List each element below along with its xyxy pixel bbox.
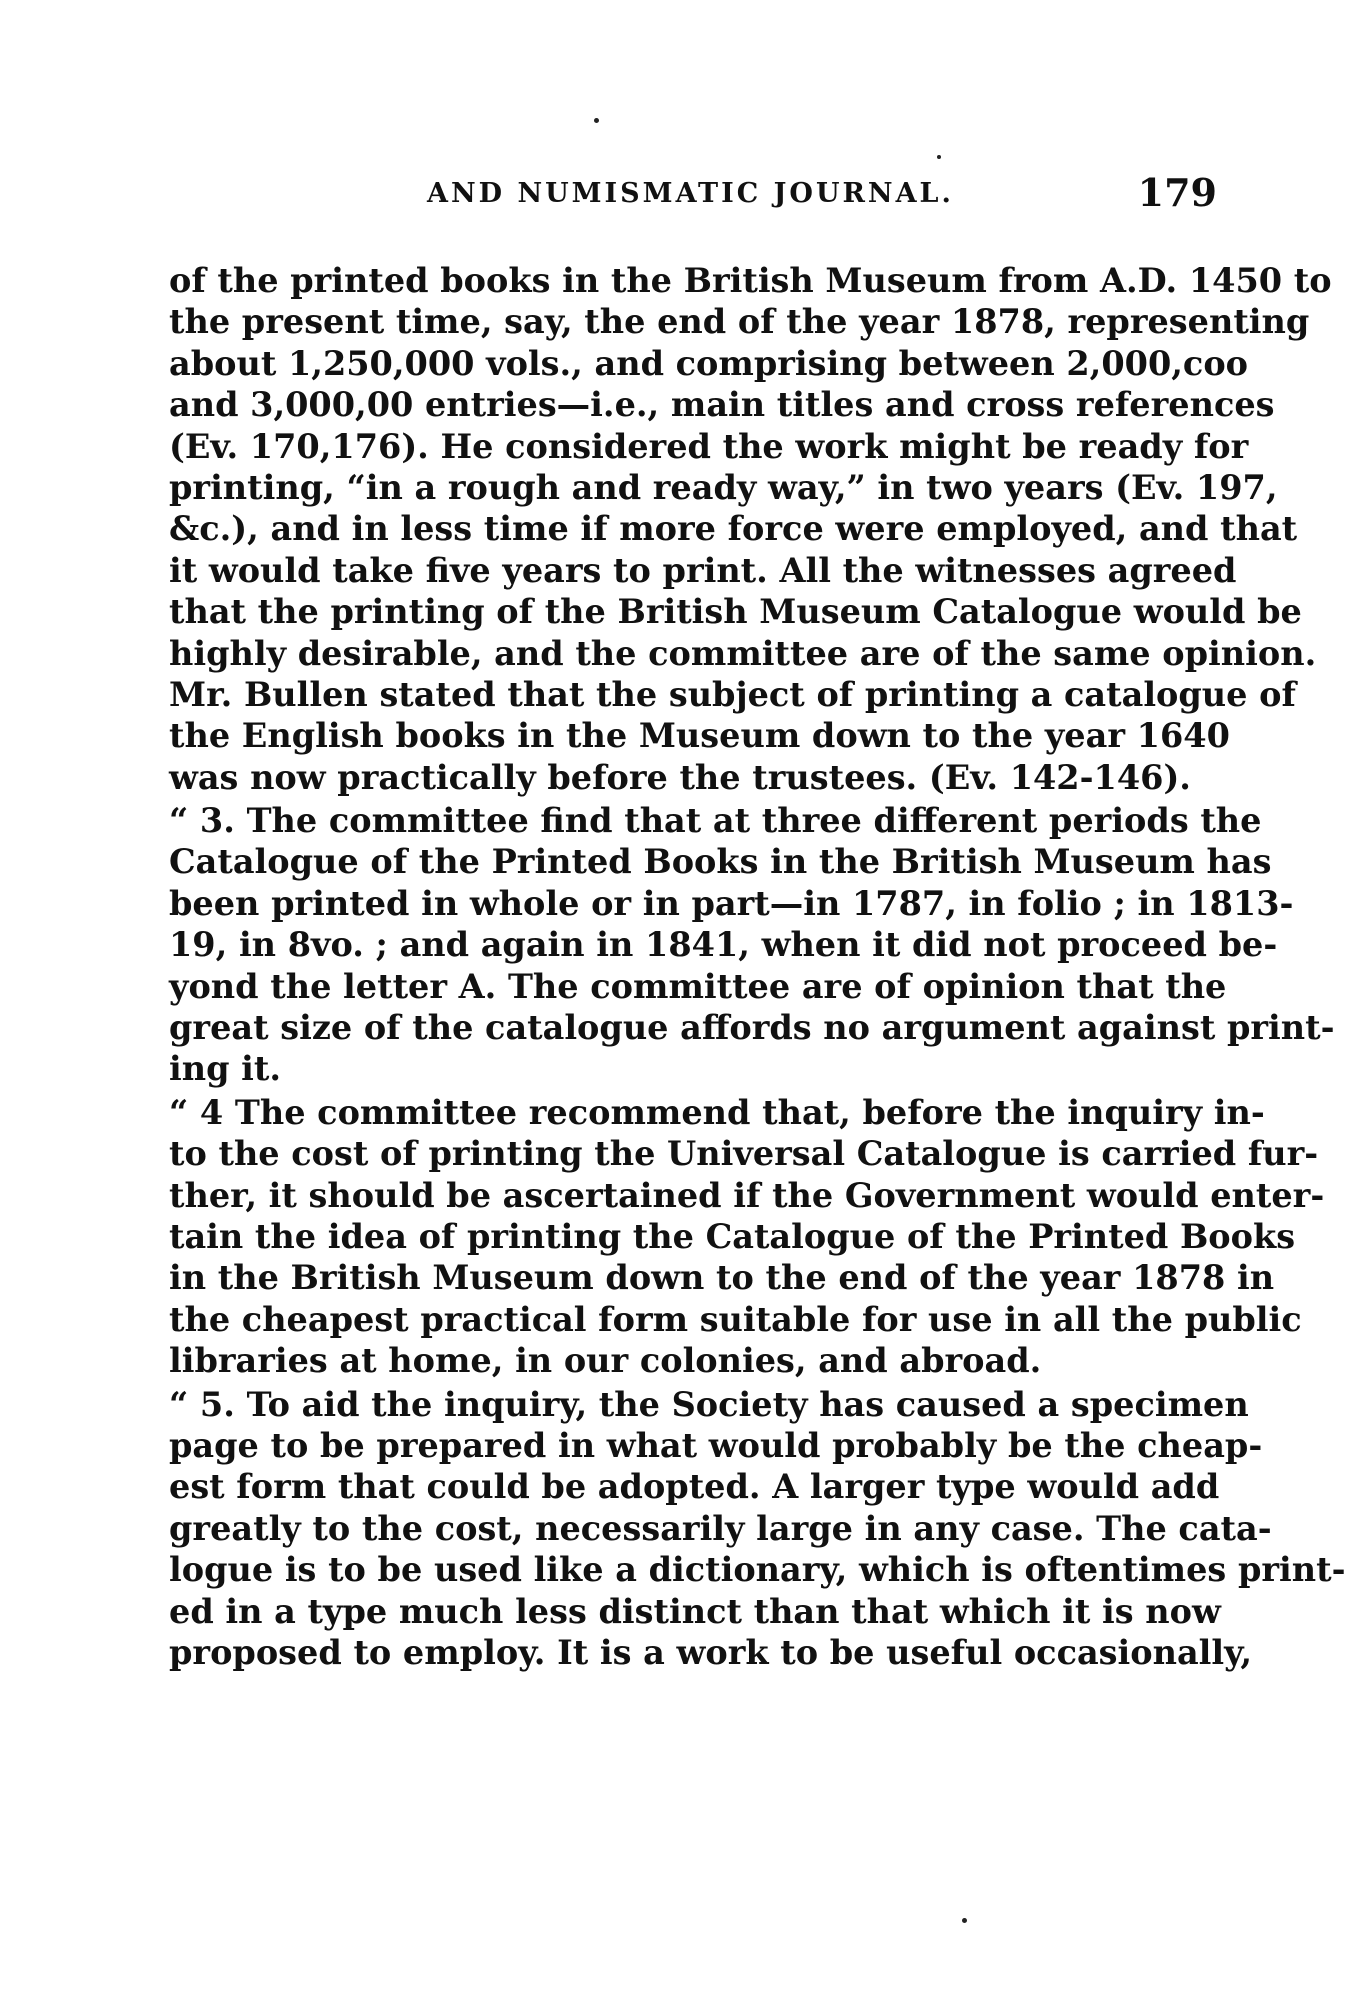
text-line: Mr. Bullen stated that the subject of printing a catalogue of	[169, 674, 1296, 714]
text-line: great size of the catalogue affords no argument against print-	[169, 1008, 1335, 1048]
text-line: proposed to employ. It is a work to be useful occasionally,	[169, 1632, 1253, 1672]
text-line: “ 5. To aid the inquiry, the Society has caused a specimen	[169, 1384, 1249, 1424]
paragraph	[169, 260, 1332, 798]
text-line: libraries at home, in our colonies, and abroad.	[169, 1341, 1042, 1381]
text-line: tain the idea of printing the Catalogue of the Printed Books	[169, 1216, 1296, 1256]
text-line: 19, in 8vo. ; and again in 1841, when it did not proceed be-	[169, 925, 1278, 965]
text-line: in the British Museum down to the end of the year 1878 in	[169, 1258, 1275, 1298]
text-line: ing it.	[169, 1049, 282, 1089]
text-line: the cheapest practical form suitable for use in all the public	[169, 1299, 1302, 1339]
text-line: “ 4 The committee recommend that, before the inquiry in-	[169, 1092, 1265, 1132]
text-line: that the printing of the British Museum Catalogue would be	[169, 592, 1302, 632]
text-line: of the printed books in the British Museum from A.D. 1450 to	[169, 261, 1332, 300]
text-line: Catalogue of the Printed Books in the British Museum has	[169, 842, 1272, 882]
printer-mark-dot	[594, 118, 599, 123]
text-line: “ 3. The committee find that at three different periods the	[169, 801, 1262, 841]
paragraph	[169, 1384, 1346, 1674]
text-line: logue is to be used like a dictionary, which is oftentimes print-	[169, 1550, 1346, 1590]
text-line: ed in a type much less distinct than that which it is now	[169, 1591, 1221, 1631]
paragraph	[169, 1092, 1325, 1382]
paragraph	[169, 800, 1335, 1090]
text-line: it would take five years to print. All the witnesses agreed	[169, 550, 1237, 590]
running-head	[169, 170, 1217, 222]
text-line: est form that could be adopted. A larger type would add	[169, 1467, 1220, 1507]
printer-mark-tick	[937, 155, 941, 159]
body-text	[169, 260, 1346, 1673]
text-line: been printed in whole or in part—in 1787, in folio ; in 1813-	[169, 883, 1294, 923]
text-line: &c.), and in less time if more force were employed, and that	[169, 509, 1298, 549]
text-line: yond the letter A. The committee are of opinion that the	[169, 966, 1227, 1006]
text-line: (Ev. 170,176). He considered the work might be ready for	[169, 426, 1249, 466]
text-line: the English books in the Museum down to the year 1640	[169, 716, 1230, 756]
text-line: the present time, say, the end of the year 1878, representing	[169, 302, 1310, 342]
text-line: and 3,000,00 entries—i.e., main titles and cross references	[169, 385, 1275, 425]
text-line: highly desirable, and the committee are of the same opinion.	[169, 633, 1317, 673]
text-line: printing, “in a rough and ready way,” in two years (Ev. 197,	[169, 467, 1278, 507]
text-line: page to be prepared in what would probably be the cheap-	[169, 1425, 1263, 1465]
text-line: greatly to the cost, necessarily large in any case. The cata-	[169, 1508, 1272, 1548]
text-line: was now practically before the trustees. (Ev. 142-146).	[169, 757, 1191, 797]
printer-mark-dot-bottom	[962, 1918, 967, 1923]
running-title: AND NUMISMATIC JOURNAL.	[427, 178, 954, 209]
text-line: ther, it should be ascertained if the Government would enter-	[169, 1175, 1325, 1215]
text-line: about 1,250,000 vols., and comprising between 2,000,coo	[169, 343, 1249, 383]
page-number: 179	[1137, 170, 1217, 215]
text-line: to the cost of printing the Universal Catalogue is carried fur-	[169, 1134, 1319, 1174]
